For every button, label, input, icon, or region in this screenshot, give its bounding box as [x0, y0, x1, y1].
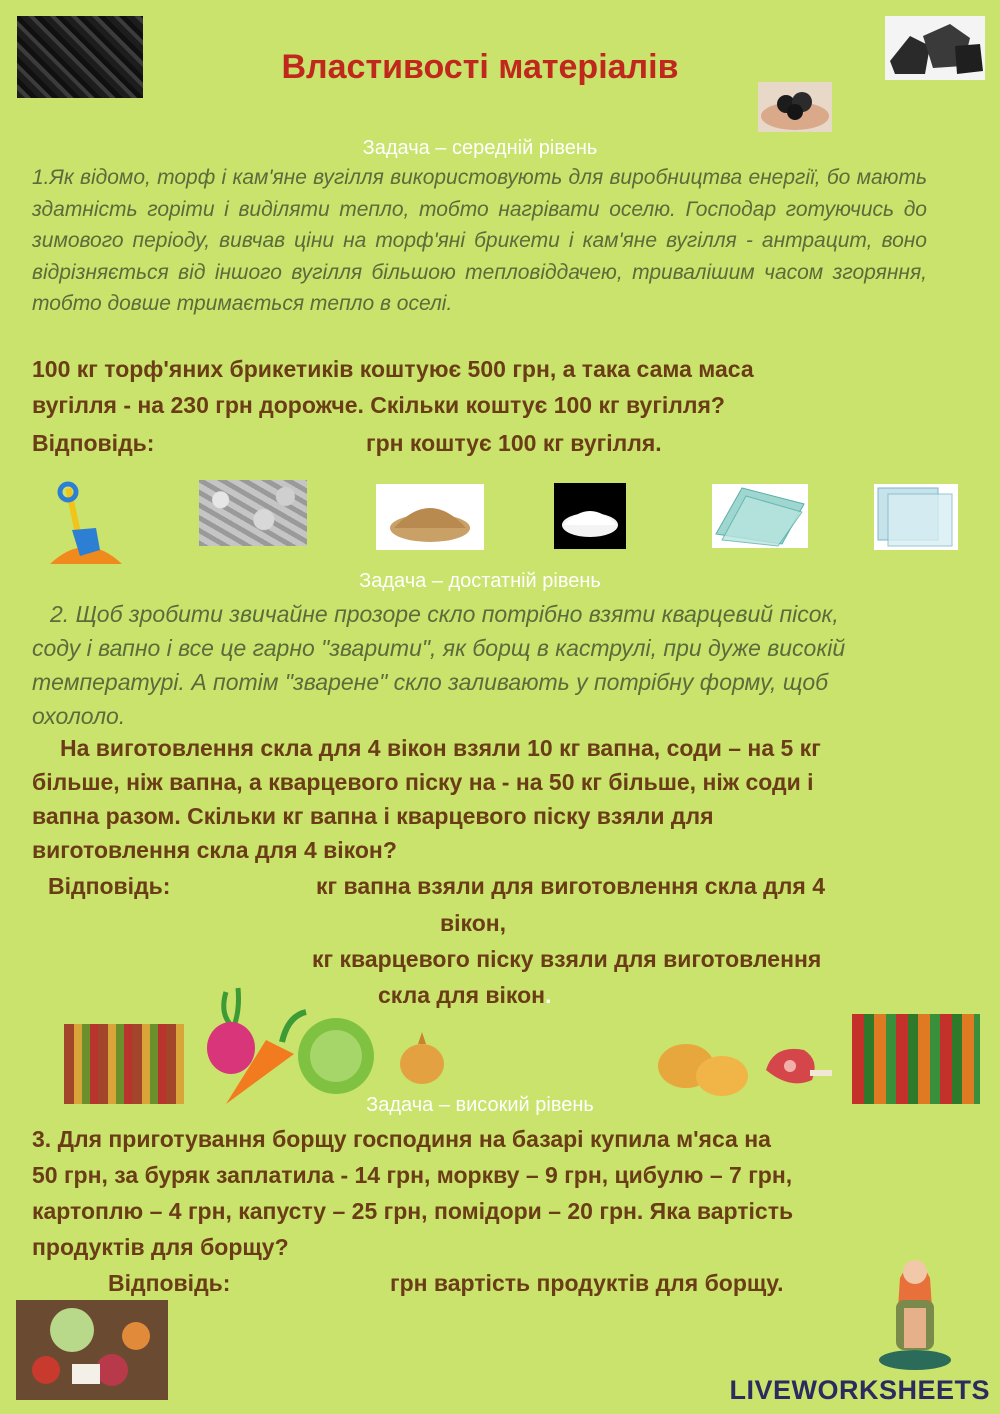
liveworksheets-logo-text: LIVEWORKSHEETS: [729, 1375, 990, 1405]
cooking-woman-image: [870, 1248, 960, 1378]
task2-story-line: охололо.: [32, 703, 126, 729]
task2-answer-end: скла для вікон: [378, 982, 546, 1008]
task1-answer-label: Відповідь:: [32, 430, 155, 456]
task2-answer-input-sand[interactable]: [196, 944, 308, 976]
ingredients-icon: [16, 1300, 168, 1400]
task3-question: [32, 1121, 932, 1265]
onion-image: [394, 1030, 450, 1086]
page-title: Властивості матеріалів: [281, 48, 679, 86]
task1-story: 1.Як відомо, торф і кам'яне вугілля використовують для виробництва енергії, бо мають здатність горіти і виділяти тепло, тобто нагрівати оселю. Господар готуючись до зимового періоду, вивчав ціни на торф'яні брикети і кам'яне вугілля - антрацит, воно відрізняється від іншого вугілля більшою тепловіддачею, тривалішим часом згоряння, тобто довше тримається тепло в оселі.: [32, 166, 927, 315]
vegetables-icon: [196, 982, 386, 1106]
sand-icon: [376, 484, 484, 550]
task3-question-line: 3. Для приготування борщу господиня на базарі купила м'яса на: [32, 1126, 771, 1152]
task3-question-line: 50 грн, за буряк заплатила - 14 грн, моркву – 9 грн, цибулю – 7 грн,: [32, 1162, 793, 1188]
hands-coal-icon: [758, 82, 832, 132]
task3-question-line: картоплю – 4 грн, капусту – 25 грн, помідори – 20 грн. Яка вартість: [32, 1198, 794, 1224]
potato-icon: [656, 1036, 752, 1100]
vegetables-image: [196, 982, 386, 1106]
meat-image: [760, 1040, 836, 1090]
meat-icon: [760, 1040, 836, 1090]
task3-question-line: продуктів для борщу?: [32, 1234, 289, 1260]
task2-answer-text: кг кварцевого піску взяли для виготовлення: [312, 946, 822, 972]
task2-question-line: більше, ніж вапна, а кварцевого піску на - на 50 кг більше, ніж соди і: [32, 769, 814, 795]
task2-story-line: температурі. А потім "зварене" скло заливають у потрібну форму, щоб: [32, 669, 829, 695]
task2-story: [32, 597, 952, 733]
period: .: [545, 982, 552, 1008]
task3-answer-input[interactable]: [256, 1266, 386, 1298]
task1-question-line: вугілля - на 230 грн дорожче. Скільки коштує 100 кг вугілля?: [32, 392, 725, 418]
cook-icon: [870, 1248, 960, 1378]
task1-question-line: 100 кг торф'яних брикетиків коштуює 500 грн, а така сама маса: [32, 356, 754, 382]
glass-panes-image: [874, 484, 958, 550]
task3-answer-label: Відповідь:: [108, 1270, 231, 1296]
powder-icon: [554, 483, 626, 549]
task2-answer-text: [378, 982, 551, 1009]
shovel-sand-image: [46, 480, 126, 566]
coal-in-hands-image: [758, 82, 832, 132]
liveworksheets-logo[interactable]: [729, 1375, 990, 1406]
task1-level: Задача – середній рівень: [362, 137, 598, 159]
task2-question-line: На виготовлення скла для 4 вікон взяли 10 кг вапна, соди – на 5 кг: [60, 735, 821, 761]
task3-answer-text: грн вартість продуктів для борщу.: [390, 1270, 784, 1296]
glass-panes-icon: [874, 484, 958, 550]
task2-story-line: соду і вапно і все це гарно "зварити", як борщ в каструлі, при дуже високій: [32, 635, 846, 661]
glass-sheets-image: [712, 484, 808, 548]
sand-pile-image: [376, 484, 484, 550]
task2-level: Задача – достатній рівень: [359, 570, 601, 592]
gravel-image: [199, 480, 307, 546]
borscht-ingredients-image: [16, 1300, 168, 1400]
task2-story-line: 2. Щоб зробити звичайне прозоре скло потрібно взяти кварцевий пісок,: [50, 601, 839, 627]
task2-answer-text: вікон,: [440, 910, 507, 936]
task2-question-line: виготовлення скла для 4 вікон?: [32, 837, 397, 863]
task3-level: Задача – високий рівень: [366, 1094, 594, 1116]
task1-answer-text: грн коштує 100 кг вугілля.: [366, 430, 662, 456]
task1-question: [32, 351, 932, 423]
task2-answer-input-lime[interactable]: [196, 870, 312, 902]
soda-powder-image: [554, 483, 626, 549]
glass-icon: [712, 484, 808, 548]
task2-answer-text: кг вапна взяли для виготовлення скла для 4: [316, 873, 825, 899]
task2-question-line: вапна разом. Скільки кг вапна і кварцевого піску взяли для: [32, 803, 714, 829]
produce-market-image: [852, 1014, 980, 1104]
task2-answer-label: Відповідь:: [48, 873, 171, 899]
task2-question: [32, 731, 932, 867]
potatoes-image: [656, 1036, 752, 1100]
task1-answer-input[interactable]: [180, 426, 360, 458]
shovel-icon: [46, 480, 126, 566]
onion-icon: [394, 1030, 450, 1086]
vegetable-market-image: [64, 1024, 184, 1104]
